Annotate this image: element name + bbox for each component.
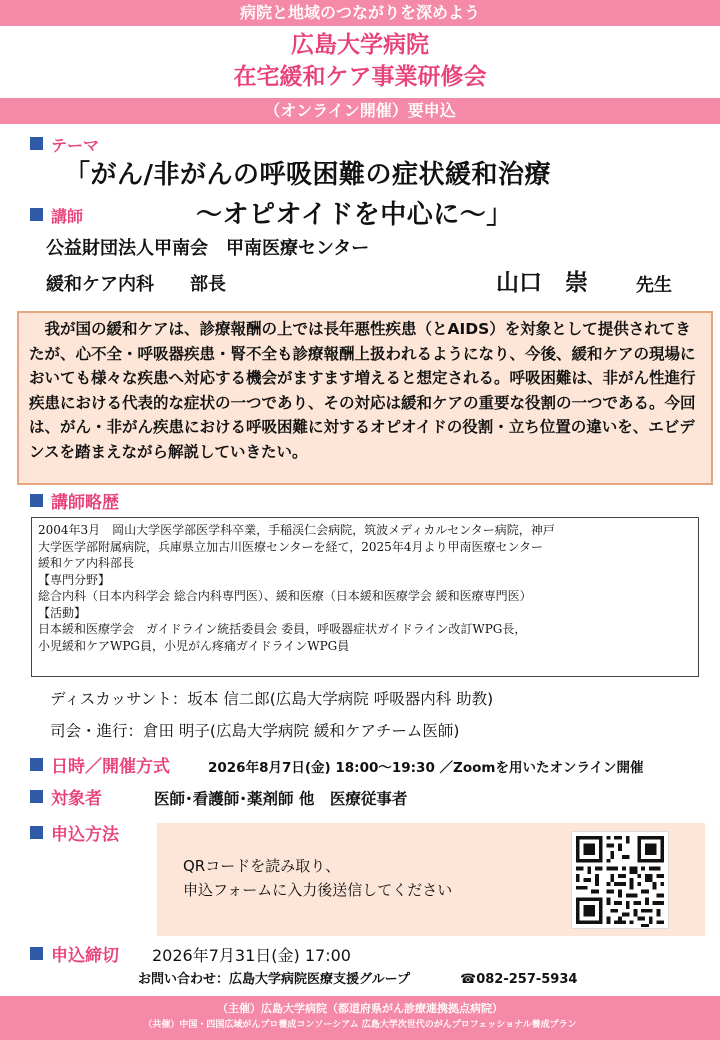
lecturer-dept: 緩和ケア内科 部長 <box>46 274 226 295</box>
qr-code-icon <box>572 832 668 928</box>
square-marker-icon <box>30 137 43 150</box>
contact-phone: ☎082-257-5934 <box>460 972 578 987</box>
square-marker-icon <box>30 208 43 221</box>
lecturer-org: 公益財団法人甲南会 甲南医療センター <box>46 238 370 259</box>
summary-box <box>17 311 713 485</box>
theme-title-line2: ～オピオイドを中心に～」 <box>196 200 513 230</box>
bio-box <box>31 517 699 677</box>
bio-line: 【活動】 <box>38 605 87 620</box>
bio-line: 大学医学部附属病院，兵庫県立加古川医療センターを経て，2025年4月より甲南医療センター <box>38 539 543 554</box>
theme-section-label: テーマ <box>30 136 99 156</box>
square-marker-icon <box>30 790 43 803</box>
deadline-section-label: 申込締切 <box>30 944 119 968</box>
bio-line: 小児緩和ケアWPG員，小児がん疼痛ガイドラインWPG員 <box>38 638 350 653</box>
apply-instruction-line1: QRコードを読み取り、 <box>183 857 341 875</box>
bio-section-label: 講師略歴 <box>30 492 119 514</box>
square-marker-icon <box>30 494 43 507</box>
lecturer-section-label: 講師 <box>30 207 83 227</box>
target-value: 医師･看護師･薬剤師 他 医療従事者 <box>154 790 408 808</box>
header-title-line2: 在宅緩和ケア事業研修会 <box>233 64 487 90</box>
apply-box <box>157 823 705 936</box>
contact-text: お問い合わせ：広島大学病院医療支援グループ <box>138 972 410 987</box>
qr-code[interactable] <box>571 831 669 929</box>
bio-line: 【専門分野】 <box>38 572 111 587</box>
summary-text: 我が国の緩和ケアは、診療報酬の上では長年悪性疾患（とAIDS）を対象として提供されてきたが、心不全・呼吸器疾患・腎不全も診療報酬上扱われるようになり、今後、緩和ケアの現場においても様々な疾患へ対応する機会がますます増えると想定される。呼吸困難は、非がん性進行疾患における代表的な症状の一つであり、その対応は緩和ケアの重要な役割の一つである。今回は、がん・非がん疾患における呼吸困難に対するオピオイドの役割・立ち位置の違いを、エビデンスを踏まえながら解説していきたい。 <box>29 320 696 461</box>
theme-title-line1: 「がん/非がんの呼吸困難の症状緩和治療 <box>64 160 551 190</box>
square-marker-icon <box>30 947 43 960</box>
bio-line: 日本緩和医療学会 ガイドライン統括委員会 委員，呼吸器症状ガイドライン改訂WPG長， <box>38 622 527 636</box>
footer-band <box>0 996 720 1040</box>
footer-line1: （主催）広島大学病院（都道府県がん診療連携拠点病院） <box>217 1002 503 1015</box>
apply-instruction-line2: 申込フォームに入力後送信してください <box>183 881 453 899</box>
apply-section-label: 申込方法 <box>30 823 119 847</box>
online-note: （オンライン開催）要申込 <box>264 101 456 120</box>
moderator: 司会・進行：倉田 明子(広島大学病院 緩和ケアチーム医師) <box>50 722 460 740</box>
target-section-label: 対象者 <box>30 787 102 811</box>
header-tagline: 病院と地域のつながりを深めよう <box>239 3 480 22</box>
footer-line2: （共催）中国・四国広域がんプロ養成コンソーシアム 広島大学次世代のがんプロフェッショナル養成プラン <box>143 1020 577 1030</box>
bio-line: 2004年3月 岡山大学医学部医学科卒業，手稲渓仁会病院，筑波メディカルセンター病院，神戸 <box>38 523 555 537</box>
lecturer-name: 山口 崇 <box>496 270 588 296</box>
deadline-value: 2026年7月31日(金) 17:00 <box>152 946 351 965</box>
square-marker-icon <box>30 758 43 771</box>
square-marker-icon <box>30 826 43 839</box>
lecturer-honorific: 先生 <box>636 275 672 296</box>
online-note-band <box>0 98 720 124</box>
header-tagline-band <box>0 0 720 26</box>
header-title-line1: 広島大学病院 <box>291 32 429 58</box>
datetime-value: 2026年8月7日(金) 18:00～19:30 ／Zoomを用いたオンライン開催 <box>208 760 644 776</box>
datetime-section-label: 日時／開催方式 <box>30 755 170 779</box>
bio-line: 総合内科（日本内科学会 総合内科専門医）、緩和医療（日本緩和医療学会 緩和医療専門医） <box>38 589 532 603</box>
bio-line: 緩和ケア内科部長 <box>38 556 135 570</box>
discussant: ディスカッサント：坂本 信二郎(広島大学病院 呼吸器内科 助教) <box>50 690 494 708</box>
